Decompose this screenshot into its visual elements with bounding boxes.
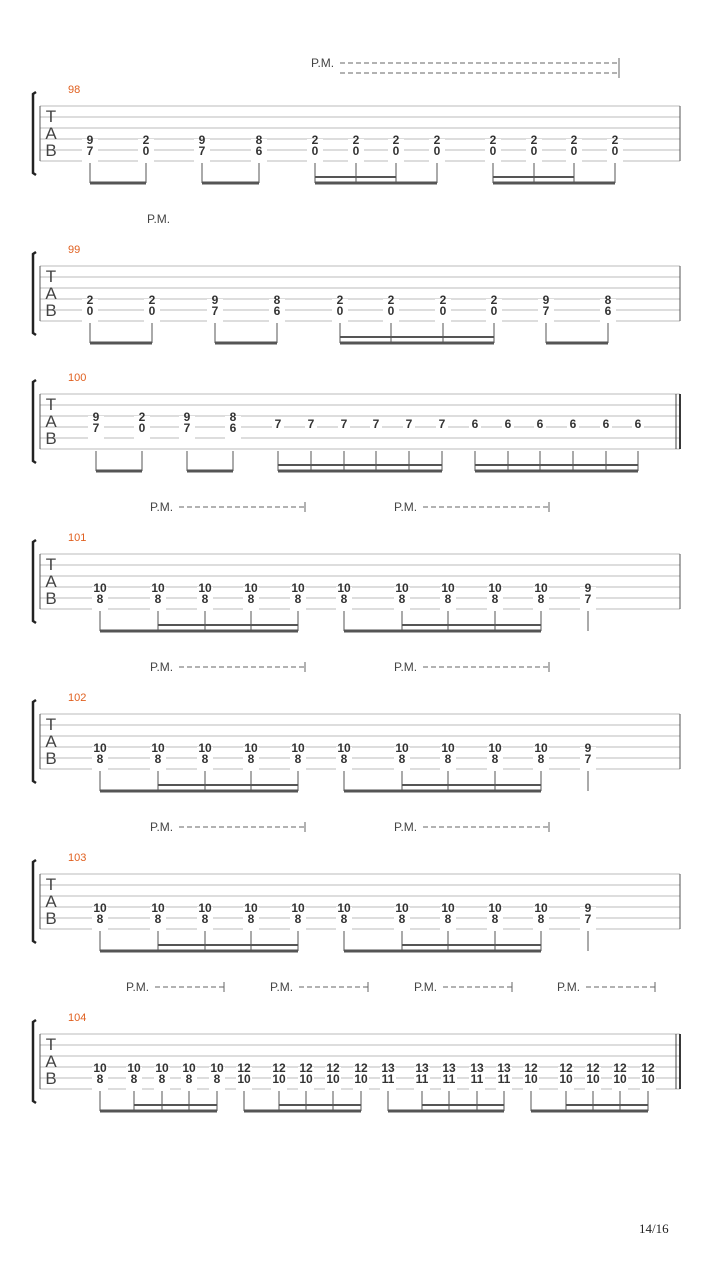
palm-mute-label: P.M. <box>557 980 581 994</box>
tab-clef-letter: B <box>45 589 57 608</box>
fret-number: 2 <box>86 293 94 307</box>
fret-number: 9 <box>584 901 592 915</box>
fret-number: 10 <box>182 1061 196 1075</box>
fret-number: 8 <box>229 410 237 424</box>
fret-number: 8 <box>213 1072 221 1086</box>
tab-clef-letter: B <box>45 749 57 768</box>
fret-number: 0 <box>392 144 400 158</box>
fret-number: 10 <box>244 581 258 595</box>
tab-clef-letter: B <box>45 301 57 320</box>
fret-number: 10 <box>395 901 409 915</box>
fret-number: 7 <box>183 421 191 435</box>
fret-number: 9 <box>183 410 191 424</box>
fret-number: 10 <box>488 581 502 595</box>
fret-number: 10 <box>155 1061 169 1075</box>
fret-number: 8 <box>247 752 255 766</box>
fret-number: 7 <box>584 752 592 766</box>
fret-number: 8 <box>537 912 545 926</box>
fret-number: 8 <box>294 912 302 926</box>
fret-number: 11 <box>381 1072 395 1086</box>
fret-number: 7 <box>198 144 206 158</box>
fret-number: 10 <box>93 741 107 755</box>
fret-number: 7 <box>542 304 550 318</box>
system-bracket <box>33 380 36 463</box>
tab-clef-letter: B <box>45 1069 57 1088</box>
tab-clef-letter: T <box>45 267 57 286</box>
fret-number: 8 <box>340 912 348 926</box>
fret-number: 6 <box>536 417 544 431</box>
fret-number: 2 <box>336 293 344 307</box>
fret-number: 8 <box>185 1072 193 1086</box>
fret-number: 2 <box>387 293 395 307</box>
tab-clef-letter: A <box>45 732 57 751</box>
palm-mute-label: P.M. <box>150 500 174 514</box>
tab-clef-letter: A <box>45 1052 57 1071</box>
fret-number: 0 <box>86 304 94 318</box>
tab-clef-letter: T <box>45 1035 57 1054</box>
fret-number: 8 <box>255 133 263 147</box>
fret-number: 0 <box>570 144 578 158</box>
fret-number: 10 <box>151 581 165 595</box>
fret-number: 8 <box>130 1072 138 1086</box>
fret-number: 13 <box>442 1061 456 1075</box>
fret-number: 10 <box>337 581 351 595</box>
fret-number: 12 <box>559 1061 573 1075</box>
fret-number: 0 <box>611 144 619 158</box>
fret-number: 8 <box>294 592 302 606</box>
fret-number: 8 <box>491 752 499 766</box>
fret-number: 8 <box>537 752 545 766</box>
fret-number: 0 <box>336 304 344 318</box>
tab-clef-letter: A <box>45 284 57 303</box>
tab-clef-letter: B <box>45 141 57 160</box>
palm-mute-label: P.M. <box>147 212 171 226</box>
fret-number: 8 <box>604 293 612 307</box>
fret-number: 7 <box>584 592 592 606</box>
fret-number: 8 <box>537 592 545 606</box>
fret-number: 10 <box>244 901 258 915</box>
fret-number: 8 <box>201 912 209 926</box>
fret-number: 13 <box>497 1061 511 1075</box>
fret-number: 11 <box>470 1072 484 1086</box>
system-bracket <box>33 1020 36 1103</box>
palm-mute-label: P.M. <box>414 980 438 994</box>
fret-number: 7 <box>372 417 380 431</box>
system-bracket <box>33 540 36 623</box>
fret-number: 2 <box>142 133 150 147</box>
fret-number: 7 <box>211 304 219 318</box>
fret-number: 10 <box>210 1061 224 1075</box>
fret-number: 10 <box>198 741 212 755</box>
fret-number: 9 <box>542 293 550 307</box>
tab-clef-letter: T <box>45 555 57 574</box>
fret-number: 8 <box>398 912 406 926</box>
fret-number: 2 <box>439 293 447 307</box>
fret-number: 0 <box>352 144 360 158</box>
fret-number: 8 <box>96 912 104 926</box>
fret-number: 2 <box>352 133 360 147</box>
fret-number: 10 <box>524 1072 538 1086</box>
fret-number: 10 <box>151 901 165 915</box>
fret-number: 11 <box>442 1072 456 1086</box>
fret-number: 9 <box>584 741 592 755</box>
fret-number: 8 <box>294 752 302 766</box>
fret-number: 2 <box>489 133 497 147</box>
fret-number: 10 <box>441 581 455 595</box>
palm-mute-label: P.M. <box>394 500 418 514</box>
fret-number: 10 <box>337 741 351 755</box>
fret-number: 6 <box>229 421 237 435</box>
fret-number: 8 <box>96 592 104 606</box>
fret-number: 10 <box>237 1072 251 1086</box>
fret-number: 6 <box>604 304 612 318</box>
fret-number: 9 <box>198 133 206 147</box>
fret-number: 10 <box>586 1072 600 1086</box>
palm-mute-label: P.M. <box>150 660 174 674</box>
fret-number: 10 <box>93 901 107 915</box>
page-number: 14/16 <box>639 1221 669 1236</box>
fret-number: 12 <box>299 1061 313 1075</box>
measure-number: 102 <box>68 692 87 704</box>
fret-number: 10 <box>299 1072 313 1086</box>
tab-clef-letter: T <box>45 875 57 894</box>
fret-number: 9 <box>211 293 219 307</box>
fret-number: 10 <box>127 1061 141 1075</box>
fret-number: 0 <box>490 304 498 318</box>
fret-number: 8 <box>491 912 499 926</box>
system-bracket <box>33 700 36 783</box>
fret-number: 10 <box>534 581 548 595</box>
fret-number: 0 <box>530 144 538 158</box>
fret-number: 10 <box>395 581 409 595</box>
fret-number: 2 <box>611 133 619 147</box>
fret-number: 11 <box>415 1072 429 1086</box>
fret-number: 10 <box>291 901 305 915</box>
fret-number: 12 <box>586 1061 600 1075</box>
palm-mute-label: P.M. <box>394 820 418 834</box>
fret-number: 10 <box>151 741 165 755</box>
fret-number: 8 <box>444 592 452 606</box>
fret-number: 0 <box>138 421 146 435</box>
fret-number: 8 <box>444 752 452 766</box>
fret-number: 7 <box>92 421 100 435</box>
fret-number: 10 <box>198 581 212 595</box>
fret-number: 8 <box>154 592 162 606</box>
fret-number: 10 <box>488 901 502 915</box>
fret-number: 7 <box>307 417 315 431</box>
fret-number: 8 <box>273 293 281 307</box>
fret-number: 10 <box>488 741 502 755</box>
fret-number: 2 <box>148 293 156 307</box>
fret-number: 8 <box>340 592 348 606</box>
fret-number: 2 <box>392 133 400 147</box>
tab-clef-letter: B <box>45 429 57 448</box>
fret-number: 8 <box>96 752 104 766</box>
tab-clef-letter: A <box>45 572 57 591</box>
fret-number: 12 <box>524 1061 538 1075</box>
system-bracket <box>33 252 36 335</box>
fret-number: 2 <box>570 133 578 147</box>
fret-number: 0 <box>311 144 319 158</box>
measure-number: 101 <box>68 532 87 544</box>
fret-number: 2 <box>138 410 146 424</box>
fret-number: 8 <box>444 912 452 926</box>
fret-number: 10 <box>613 1072 627 1086</box>
fret-number: 7 <box>274 417 282 431</box>
fret-number: 2 <box>433 133 441 147</box>
measure-number: 99 <box>68 244 81 256</box>
fret-number: 7 <box>584 912 592 926</box>
measure-number: 100 <box>68 372 87 384</box>
fret-number: 6 <box>471 417 479 431</box>
fret-number: 10 <box>534 741 548 755</box>
fret-number: 10 <box>244 741 258 755</box>
fret-number: 10 <box>291 581 305 595</box>
fret-number: 12 <box>354 1061 368 1075</box>
fret-number: 10 <box>326 1072 340 1086</box>
fret-number: 2 <box>490 293 498 307</box>
fret-number: 6 <box>273 304 281 318</box>
fret-number: 12 <box>272 1061 286 1075</box>
system-bracket <box>33 92 36 175</box>
fret-number: 11 <box>497 1072 511 1086</box>
fret-number: 8 <box>154 752 162 766</box>
fret-number: 10 <box>337 901 351 915</box>
measure-number: 104 <box>68 1012 87 1024</box>
fret-number: 2 <box>530 133 538 147</box>
measure-number: 98 <box>68 84 81 96</box>
fret-number: 12 <box>613 1061 627 1075</box>
fret-number: 10 <box>534 901 548 915</box>
fret-number: 7 <box>405 417 413 431</box>
fret-number: 10 <box>354 1072 368 1086</box>
fret-number: 10 <box>395 741 409 755</box>
palm-mute-label: P.M. <box>270 980 294 994</box>
fret-number: 0 <box>439 304 447 318</box>
tab-clef-letter: T <box>45 107 57 126</box>
palm-mute-label: P.M. <box>394 660 418 674</box>
fret-number: 12 <box>237 1061 251 1075</box>
fret-number: 6 <box>569 417 577 431</box>
measure-number: 103 <box>68 852 87 864</box>
fret-number: 7 <box>340 417 348 431</box>
palm-mute-label: P.M. <box>311 56 335 70</box>
fret-number: 8 <box>398 752 406 766</box>
tab-clef-letter: A <box>45 892 57 911</box>
fret-number: 9 <box>86 133 94 147</box>
tab-clef-letter: T <box>45 715 57 734</box>
fret-number: 7 <box>86 144 94 158</box>
fret-number: 9 <box>92 410 100 424</box>
fret-number: 12 <box>641 1061 655 1075</box>
fret-number: 10 <box>198 901 212 915</box>
tab-clef-letter: A <box>45 124 57 143</box>
system-bracket <box>33 860 36 943</box>
fret-number: 10 <box>559 1072 573 1086</box>
fret-number: 0 <box>142 144 150 158</box>
fret-number: 9 <box>584 581 592 595</box>
fret-number: 8 <box>96 1072 104 1086</box>
palm-mute-label: P.M. <box>150 820 174 834</box>
fret-number: 6 <box>255 144 263 158</box>
fret-number: 13 <box>381 1061 395 1075</box>
fret-number: 10 <box>291 741 305 755</box>
fret-number: 8 <box>340 752 348 766</box>
tab-clef-letter: B <box>45 909 57 928</box>
fret-number: 8 <box>247 912 255 926</box>
fret-number: 10 <box>93 581 107 595</box>
fret-number: 10 <box>93 1061 107 1075</box>
fret-number: 8 <box>201 752 209 766</box>
fret-number: 8 <box>201 592 209 606</box>
fret-number: 8 <box>247 592 255 606</box>
fret-number: 0 <box>148 304 156 318</box>
fret-number: 13 <box>470 1061 484 1075</box>
tab-clef-letter: T <box>45 395 57 414</box>
fret-number: 0 <box>387 304 395 318</box>
fret-number: 10 <box>641 1072 655 1086</box>
tab-clef-letter: A <box>45 412 57 431</box>
fret-number: 2 <box>311 133 319 147</box>
fret-number: 10 <box>441 901 455 915</box>
fret-number: 10 <box>272 1072 286 1086</box>
palm-mute-label: P.M. <box>126 980 150 994</box>
fret-number: 6 <box>504 417 512 431</box>
fret-number: 8 <box>158 1072 166 1086</box>
fret-number: 6 <box>602 417 610 431</box>
fret-number: 8 <box>398 592 406 606</box>
fret-number: 13 <box>415 1061 429 1075</box>
fret-number: 10 <box>441 741 455 755</box>
fret-number: 7 <box>438 417 446 431</box>
fret-number: 12 <box>326 1061 340 1075</box>
fret-number: 0 <box>489 144 497 158</box>
fret-number: 6 <box>634 417 642 431</box>
fret-number: 8 <box>154 912 162 926</box>
fret-number: 0 <box>433 144 441 158</box>
fret-number: 8 <box>491 592 499 606</box>
